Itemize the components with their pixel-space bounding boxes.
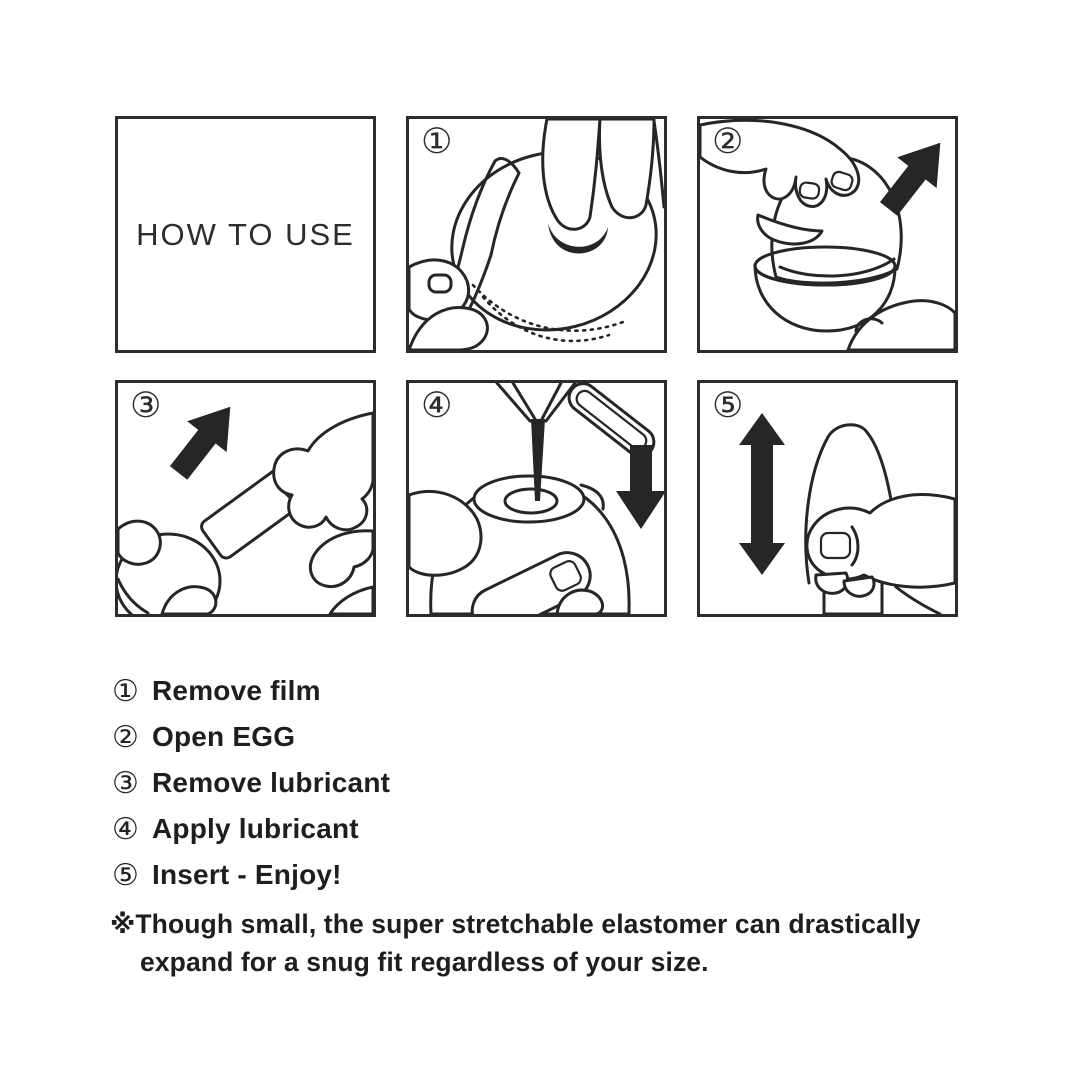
step-label: Open EGG bbox=[152, 721, 296, 752]
panel-step-2 bbox=[697, 116, 958, 353]
step-number-badge: ④ bbox=[421, 386, 453, 426]
step-label: Remove film bbox=[152, 675, 321, 706]
step-label: Remove lubricant bbox=[152, 767, 391, 798]
pulling-hand bbox=[274, 413, 373, 614]
up-down-arrow-icon bbox=[739, 413, 785, 575]
list-item bbox=[112, 852, 390, 898]
list-item bbox=[112, 760, 390, 806]
panel-step-4 bbox=[406, 380, 667, 617]
step-label: Apply lubricant bbox=[152, 813, 359, 844]
list-item bbox=[112, 714, 390, 760]
step-marker: ① bbox=[112, 673, 139, 709]
step-marker: ④ bbox=[112, 811, 139, 847]
list-item bbox=[112, 806, 390, 852]
list-item bbox=[112, 668, 390, 714]
footnote bbox=[110, 906, 1010, 981]
step-number-badge: ③ bbox=[130, 386, 162, 426]
footnote-line-1: ※Though small, the super stretchable elastomer can drastically bbox=[110, 909, 921, 940]
step-label: Insert - Enjoy! bbox=[152, 859, 342, 890]
step-number-badge: ② bbox=[712, 122, 744, 162]
page-title: HOW TO USE bbox=[136, 216, 355, 252]
capsule-pouring bbox=[497, 383, 575, 421]
step-marker: ⑤ bbox=[112, 857, 139, 893]
down-arrow-icon bbox=[616, 445, 664, 529]
footnote-line-2: expand for a snug fit regardless of your size. bbox=[140, 947, 709, 977]
panel-step-5 bbox=[697, 380, 958, 617]
reference-mark: ※ bbox=[110, 910, 136, 940]
panel-step-1 bbox=[406, 116, 667, 353]
step-marker: ③ bbox=[112, 765, 139, 801]
step-caption-list bbox=[112, 668, 390, 898]
panel-step-3 bbox=[115, 380, 376, 617]
step-marker: ② bbox=[112, 719, 139, 755]
step-number-badge: ① bbox=[421, 122, 453, 162]
up-right-arrow-icon bbox=[159, 391, 250, 488]
step-number-badge: ⑤ bbox=[712, 386, 744, 426]
panel-title bbox=[115, 116, 376, 353]
